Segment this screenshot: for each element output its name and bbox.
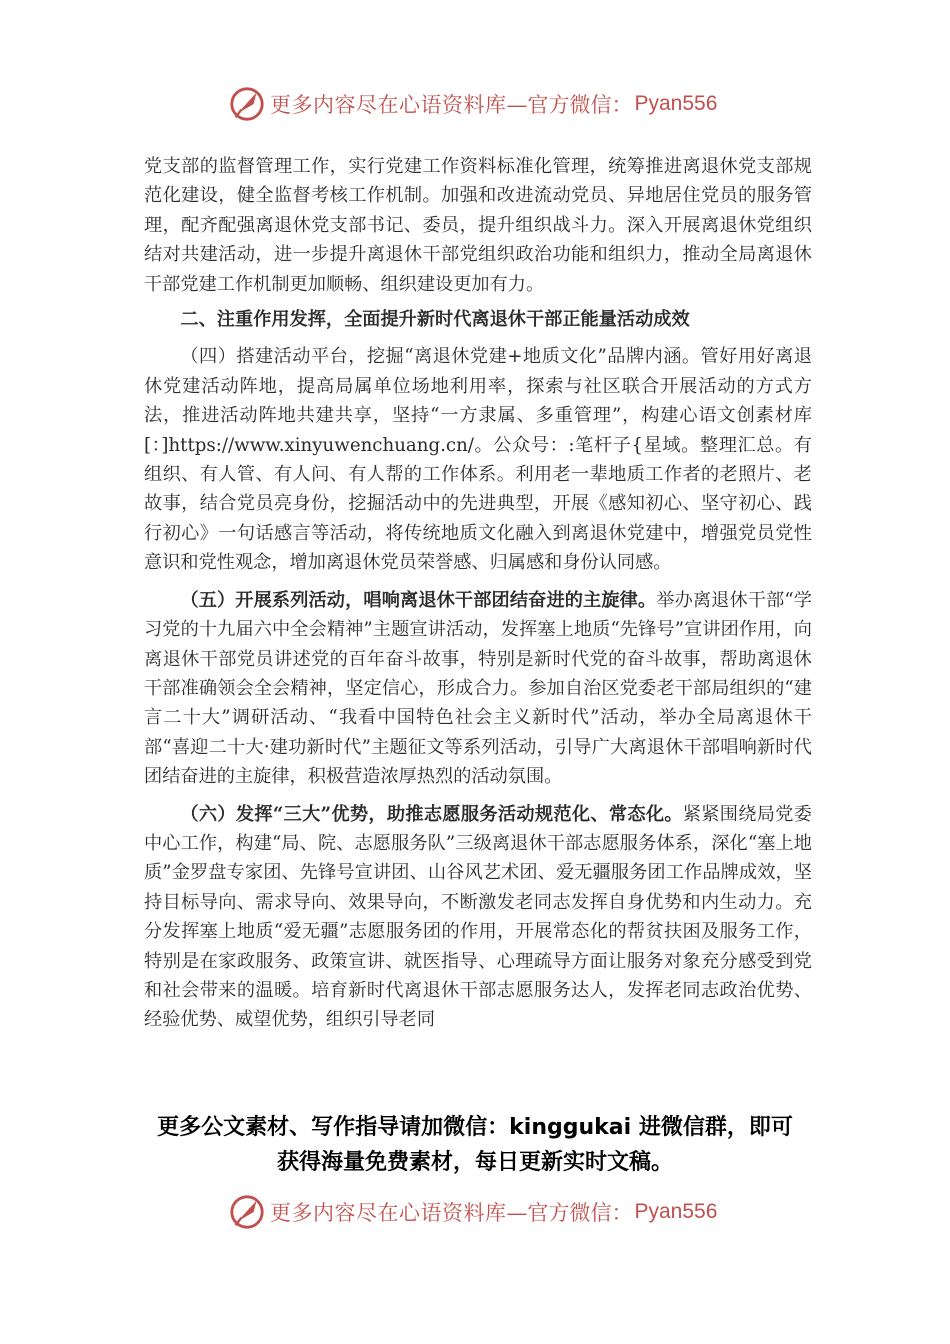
banner-wechat-id: Pyan556 xyxy=(634,92,718,115)
banner-separator: —官方微信： xyxy=(506,93,633,117)
promo-notice xyxy=(0,1110,950,1180)
paragraph-6 xyxy=(144,800,812,1035)
footer-banner-wechat-id: Pyan556 xyxy=(634,1200,718,1223)
promo-line-2: 获得海量免费素材，每日更新实时文稿。 xyxy=(276,1150,673,1175)
document-body xyxy=(144,152,812,1035)
banner-title: 更多内容尽在心语资料库 xyxy=(270,93,507,117)
quill-logo-icon xyxy=(228,85,266,123)
quill-logo-icon xyxy=(228,1193,266,1231)
paragraph-5-lead: （五）开展系列活动，唱响离退休干部团结奋进的主旋律。 xyxy=(180,589,657,611)
promo-line-1: 更多公文素材、写作指导请加微信：kinggukai 进微信群，即可 xyxy=(157,1115,793,1140)
header-banner xyxy=(228,84,717,124)
footer-banner xyxy=(228,1192,717,1232)
paragraph-4: （四）搭建活动平台，挖掘“离退休党建+地质文化”品牌内涵。管好用好离退休党建活动阵地，提高局属单位场地利用率，探索与社区联合开展活动的方式方法，推进活动阵地共建共享，坚持“一方隶属、多重管理”，构建心语文创素材库[：]https://www.xinyuwenchuang.cn/。公众号：:笔杆子{星域。整理汇总。有组织、有人管、有人问、有人帮的工作体系。利用老一辈地质工作者的老照片、老故事，结合党员亮身份，挖掘活动中的先进典型，开展《感知初心、坚守初心、践行初心》一句话感言等活动，将传统地质文化融入到离退休党建中，增强党员党性意识和党性观念，增加离退休党员荣誉感、归属感和身份认同感。 xyxy=(144,346,812,574)
paragraph-6-text: 紧紧围绕局党委中心工作，构建“局、院、志愿服务队”三级离退休干部志愿服务体系，深化“塞上地质”金罗盘专家团、先锋号宣讲团、山谷风艺术团、爱无疆服务团工作品牌成效，坚持目标导向、需求导向、效果导向，不断激发老同志发挥自身优势和内生动力。充分发挥塞上地质“爱无疆”志愿服务团的作用，开展常态化的帮贫扶困及服务工作，特别是在家政服务、政策宣讲、就医指导、心理疏导方面让服务对象充分感受到党和社会带来的温暖。培育新时代离退休干部志愿服务达人，发挥老同志政治优势、经验优势、威望优势，组织引导老同 xyxy=(144,803,812,1031)
section-heading: 二、注重作用发挥，全面提升新时代离退休干部正能量活动成效 xyxy=(180,309,690,331)
footer-banner-title: 更多内容尽在心语资料库 xyxy=(270,1201,507,1225)
intro-paragraph: 党支部的监督管理工作，实行党建工作资料标准化管理，统筹推进离退休党支部规范化建设，健全监督考核工作机制。加强和改进流动党员、异地居住党员的服务管理，配齐配强离退休党支部书记、委员，提升组织战斗力。深入开展离退休党组织结对共建活动，进一步提升离退休干部党组织政治功能和组织力，推动全局离退休干部党建工作机制更加顺畅、组织建设更加有力。 xyxy=(144,156,812,295)
footer-banner-separator: —官方微信： xyxy=(506,1201,633,1225)
paragraph-5 xyxy=(144,586,812,792)
paragraph-6-lead: （六）发挥“三大”优势，助推志愿服务活动规范化、常态化。 xyxy=(180,803,683,825)
paragraph-5-text: 举办离退休干部“学习党的十九届六中全会精神”主题宣讲活动，发挥塞上地质“先锋号”宣讲团作用，向离退休干部党员讲述党的百年奋斗故事，特别是新时代党的奋斗故事，帮助离退休干部准确领会全会精神，坚定信心，形成合力。参加自治区党委老干部局组织的“建言二十大”调研活动、“我看中国特色社会主义新时代”活动，举办全局离退休干部“喜迎二十大·建功新时代”主题征文等系列活动，引导广大离退休干部唱响新时代团结奋进的主旋律，积极营造浓厚热烈的活动氛围。 xyxy=(144,589,812,788)
